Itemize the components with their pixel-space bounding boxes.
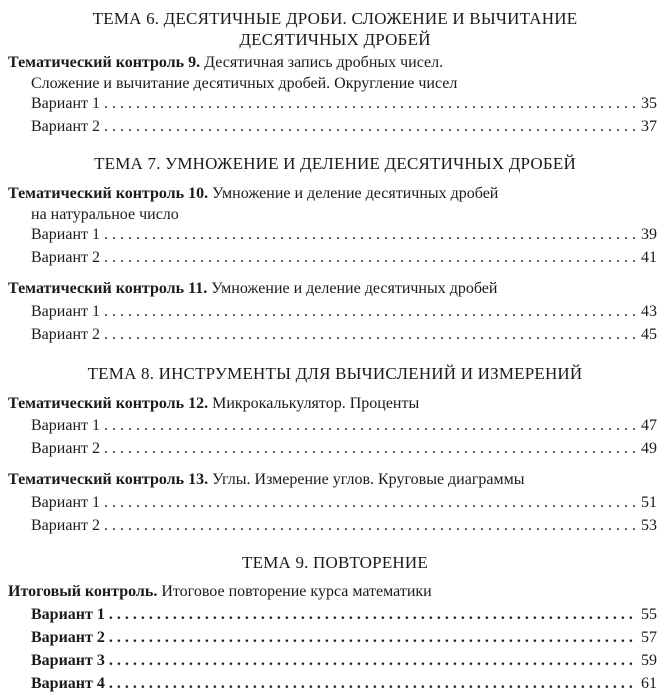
page-number: 61	[641, 675, 657, 692]
page-number: 59	[641, 652, 657, 669]
control-text: Углы. Измерение углов. Круговые диаграммы	[212, 471, 525, 488]
toc-entry[interactable]	[31, 301, 657, 323]
dot-leader	[109, 673, 637, 695]
variant-label: Вариант 2	[31, 440, 100, 457]
toc-entry[interactable]	[31, 673, 657, 695]
control-text-line2: Сложение и вычитание десятичных дробей. Округление чисел	[31, 75, 458, 92]
variant-label: Вариант 1	[31, 417, 100, 434]
dot-leader	[104, 247, 637, 269]
page-number: 43	[641, 303, 657, 320]
variant-label: Вариант 1	[31, 226, 100, 243]
control-text: Микрокалькулятор. Проценты	[212, 395, 420, 412]
dot-leader	[104, 492, 637, 514]
page-number: 57	[641, 629, 657, 646]
toc-entry[interactable]	[31, 116, 657, 138]
toc-entry[interactable]	[31, 604, 657, 626]
toc-entry[interactable]	[31, 627, 657, 649]
dot-leader	[109, 627, 637, 649]
control-label: Тематический контроль 12.	[8, 395, 209, 412]
page-number: 37	[641, 118, 657, 135]
theme-7-heading	[40, 153, 630, 174]
page-number: 55	[641, 606, 657, 623]
page-number: 39	[641, 226, 657, 243]
theme-6-heading	[40, 8, 630, 50]
control-text-line2: на натуральное число	[31, 206, 179, 223]
page-number: 45	[641, 326, 657, 343]
page-number: 53	[641, 517, 657, 534]
control-label: Тематический контроль 9.	[8, 54, 201, 71]
final-control	[8, 581, 658, 602]
dot-leader	[104, 224, 637, 246]
page-number: 49	[641, 440, 657, 457]
dot-leader	[104, 93, 637, 115]
variant-label: Вариант 1	[31, 606, 105, 623]
variant-label: Вариант 4	[31, 675, 105, 692]
toc-entry[interactable]	[31, 438, 657, 460]
variant-label: Вариант 2	[31, 629, 105, 646]
control-text: Умножение и деление десятичных дробей	[212, 185, 499, 202]
toc-entry[interactable]	[31, 415, 657, 437]
control-11	[8, 278, 658, 299]
theme-9-heading	[40, 552, 630, 573]
control-10	[8, 183, 658, 225]
dot-leader	[104, 116, 637, 138]
dot-leader	[104, 301, 637, 323]
toc-entry[interactable]	[31, 247, 657, 269]
dot-leader	[109, 650, 637, 672]
page-number: 47	[641, 417, 657, 434]
toc-entry[interactable]	[31, 224, 657, 246]
dot-leader	[104, 515, 637, 537]
control-13	[8, 469, 658, 490]
dot-leader	[104, 415, 637, 437]
control-label: Тематический контроль 13.	[8, 471, 209, 488]
control-9	[8, 52, 658, 94]
toc-entry[interactable]	[31, 515, 657, 537]
control-text: Умножение и деление десятичных дробей	[211, 280, 498, 297]
variant-label: Вариант 2	[31, 517, 100, 534]
control-label: Тематический контроль 10.	[8, 185, 209, 202]
theme-title-line2: ДЕСЯТИЧНЫХ ДРОБЕЙ	[239, 30, 431, 49]
page-number: 41	[641, 249, 657, 266]
dot-leader	[104, 324, 637, 346]
dot-leader	[109, 604, 637, 626]
variant-label: Вариант 2	[31, 249, 100, 266]
toc-entry[interactable]	[31, 492, 657, 514]
toc-entry[interactable]	[31, 93, 657, 115]
control-text: Десятичная запись дробных чисел.	[204, 54, 444, 71]
variant-label: Вариант 3	[31, 652, 105, 669]
variant-label: Вариант 1	[31, 303, 100, 320]
theme-title-line1: ТЕМА 7. УМНОЖЕНИЕ И ДЕЛЕНИЕ ДЕСЯТИЧНЫХ ДРОБЕЙ	[94, 154, 576, 173]
theme-title-line1: ТЕМА 6. ДЕСЯТИЧНЫЕ ДРОБИ. СЛОЖЕНИЕ И ВЫЧИТАНИЕ	[92, 9, 578, 28]
control-12	[8, 393, 658, 414]
variant-label: Вариант 1	[31, 95, 100, 112]
variant-label: Вариант 1	[31, 494, 100, 511]
page-number: 35	[641, 95, 657, 112]
theme-title-line1: ТЕМА 9. ПОВТОРЕНИЕ	[242, 553, 428, 572]
variant-label: Вариант 2	[31, 326, 100, 343]
theme-8-heading	[40, 363, 630, 384]
page-number: 51	[641, 494, 657, 511]
control-text: Итоговое повторение курса математики	[161, 583, 432, 600]
toc-entry[interactable]	[31, 324, 657, 346]
toc-entry[interactable]	[31, 650, 657, 672]
variant-label: Вариант 2	[31, 118, 100, 135]
control-label: Итоговый контроль.	[8, 583, 158, 600]
control-label: Тематический контроль 11.	[8, 280, 208, 297]
dot-leader	[104, 438, 637, 460]
theme-title-line1: ТЕМА 8. ИНСТРУМЕНТЫ ДЛЯ ВЫЧИСЛЕНИЙ И ИЗМЕРЕНИЙ	[87, 364, 583, 383]
